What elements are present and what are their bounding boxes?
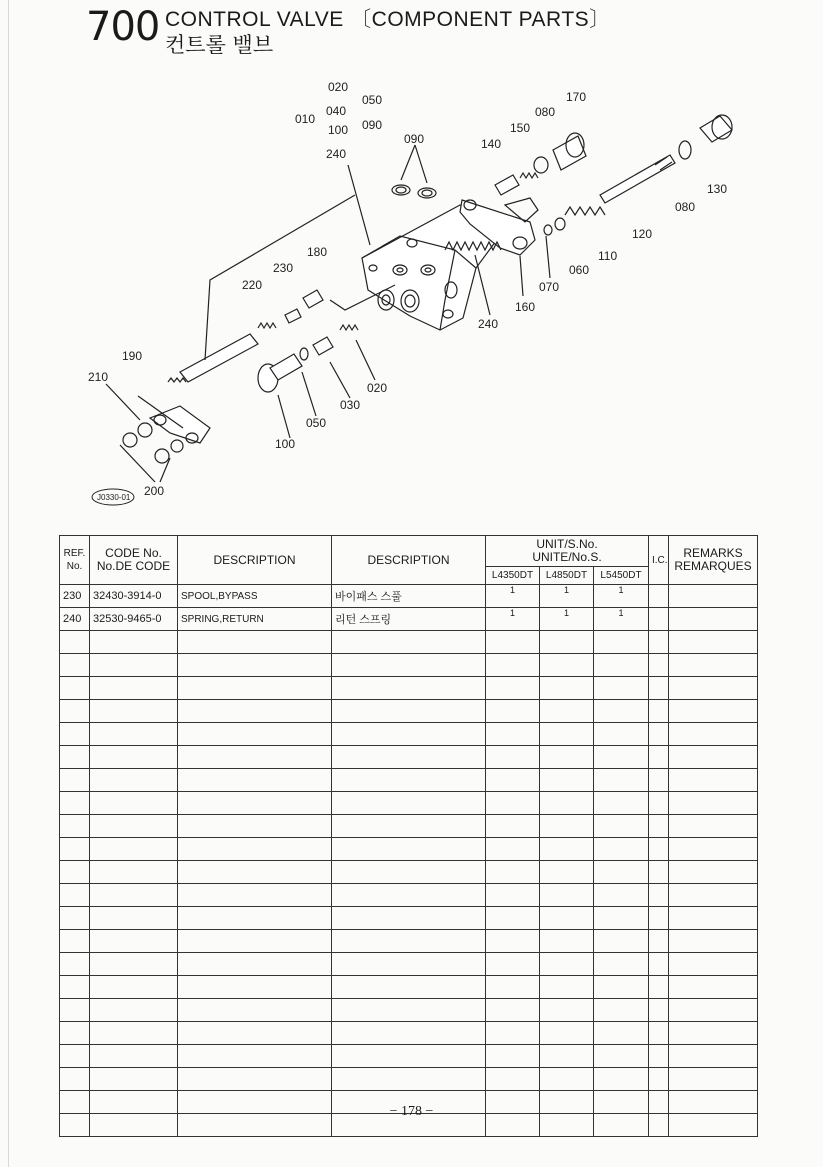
empty-cell [486, 677, 540, 700]
empty-cell [649, 677, 669, 700]
empty-cell [594, 930, 649, 953]
label-090: 090 [404, 132, 425, 146]
label-080-right: 080 [675, 200, 696, 214]
empty-cell [540, 930, 594, 953]
label-120: 120 [632, 227, 653, 241]
label-210: 210 [88, 370, 109, 384]
empty-table-row [60, 884, 758, 907]
empty-cell [486, 746, 540, 769]
empty-cell [649, 930, 669, 953]
qty-l5450dt: 1 [594, 608, 649, 631]
empty-cell [332, 746, 486, 769]
empty-cell [332, 792, 486, 815]
empty-cell [90, 815, 178, 838]
empty-cell [649, 746, 669, 769]
empty-cell [594, 815, 649, 838]
description-kr: 바이패스 스풀 [332, 585, 486, 608]
label-100-lower: 100 [275, 437, 296, 451]
empty-cell [60, 1068, 90, 1091]
empty-cell [540, 1068, 594, 1091]
empty-cell [649, 1045, 669, 1068]
empty-cell [649, 861, 669, 884]
empty-cell [178, 930, 332, 953]
empty-cell [486, 999, 540, 1022]
empty-cell [486, 907, 540, 930]
empty-cell [60, 815, 90, 838]
empty-cell [178, 1045, 332, 1068]
empty-cell [332, 999, 486, 1022]
empty-cell [649, 1068, 669, 1091]
empty-cell [540, 976, 594, 999]
empty-cell [594, 1068, 649, 1091]
empty-cell [649, 769, 669, 792]
col-code [90, 536, 178, 585]
empty-cell [178, 677, 332, 700]
label-060: 060 [569, 263, 590, 277]
empty-cell [60, 700, 90, 723]
empty-cell [60, 746, 90, 769]
empty-cell [594, 838, 649, 861]
empty-cell [90, 654, 178, 677]
empty-cell [594, 723, 649, 746]
ic-cell [649, 585, 669, 608]
page-number: − 178 − [389, 1104, 434, 1119]
empty-cell [669, 907, 758, 930]
empty-cell [594, 700, 649, 723]
col-model-l4350dt: L4350DT [486, 567, 540, 585]
page-title: CONTROL VALVE 〔COMPONENT PARTS〕 [165, 8, 611, 31]
empty-cell [60, 907, 90, 930]
empty-cell [332, 838, 486, 861]
empty-table-row [60, 700, 758, 723]
col-ref: REF. No. [60, 536, 90, 585]
empty-cell [90, 723, 178, 746]
empty-cell [594, 769, 649, 792]
empty-cell [60, 884, 90, 907]
empty-cell [540, 654, 594, 677]
empty-cell [669, 953, 758, 976]
empty-cell [669, 631, 758, 654]
empty-cell [178, 746, 332, 769]
label-080: 080 [535, 105, 556, 119]
empty-cell [649, 976, 669, 999]
empty-cell [486, 1022, 540, 1045]
empty-cell [669, 1022, 758, 1045]
empty-cell [90, 999, 178, 1022]
col-description-en: DESCRIPTION [178, 536, 332, 585]
empty-table-row [60, 861, 758, 884]
empty-cell [332, 953, 486, 976]
empty-cell [669, 838, 758, 861]
empty-cell [178, 769, 332, 792]
empty-cell [90, 907, 178, 930]
empty-cell [486, 815, 540, 838]
empty-cell [90, 976, 178, 999]
empty-cell [60, 792, 90, 815]
empty-cell [60, 861, 90, 884]
empty-cell [649, 815, 669, 838]
empty-cell [669, 815, 758, 838]
empty-cell [90, 1068, 178, 1091]
empty-cell [332, 654, 486, 677]
empty-cell [90, 1022, 178, 1045]
empty-table-row [60, 746, 758, 769]
empty-cell [332, 1068, 486, 1091]
col-remarks-label: REMARKS [683, 546, 743, 560]
empty-table-row [60, 677, 758, 700]
empty-cell [540, 792, 594, 815]
empty-table-row [60, 838, 758, 861]
col-remarks [669, 536, 758, 585]
empty-cell [332, 700, 486, 723]
empty-cell [649, 654, 669, 677]
empty-cell [540, 1022, 594, 1045]
empty-cell [649, 631, 669, 654]
col-unit-label: UNIT/S.No. [536, 537, 598, 551]
label-130: 130 [707, 182, 728, 196]
empty-table-row [60, 723, 758, 746]
empty-cell [90, 838, 178, 861]
empty-cell [178, 999, 332, 1022]
empty-cell [178, 654, 332, 677]
empty-cell [669, 1045, 758, 1068]
label-050-lower: 050 [306, 416, 327, 430]
col-remarks-label-fr: REMARQUES [674, 559, 752, 573]
empty-cell [669, 861, 758, 884]
empty-cell [540, 700, 594, 723]
empty-cell [594, 884, 649, 907]
empty-cell [178, 792, 332, 815]
empty-cell [669, 746, 758, 769]
empty-cell [649, 884, 669, 907]
empty-cell [90, 677, 178, 700]
empty-cell [486, 654, 540, 677]
empty-cell [90, 884, 178, 907]
empty-cell [669, 723, 758, 746]
empty-cell [540, 723, 594, 746]
code-no: 32530-9465-0 [90, 608, 178, 631]
empty-table-row [60, 999, 758, 1022]
empty-cell [486, 1045, 540, 1068]
label-110: 110 [598, 249, 618, 263]
description-en: SPRING,RETURN [178, 608, 332, 631]
empty-cell [332, 769, 486, 792]
empty-table-row [60, 1045, 758, 1068]
empty-cell [90, 769, 178, 792]
empty-cell [540, 907, 594, 930]
empty-cell [332, 631, 486, 654]
empty-cell [60, 1045, 90, 1068]
col-model-l4850dt: L4850DT [540, 567, 594, 585]
empty-cell [669, 700, 758, 723]
empty-cell [178, 700, 332, 723]
empty-cell [60, 631, 90, 654]
empty-cell [486, 884, 540, 907]
empty-cell [332, 861, 486, 884]
empty-cell [486, 769, 540, 792]
qty-l5450dt: 1 [594, 585, 649, 608]
empty-cell [669, 1068, 758, 1091]
empty-cell [60, 677, 90, 700]
empty-cell [60, 1022, 90, 1045]
label-050: 050 [362, 93, 383, 107]
label-220: 220 [242, 278, 263, 292]
diagram-code: J0330-01 [97, 493, 131, 502]
empty-cell [178, 631, 332, 654]
empty-cell [594, 792, 649, 815]
empty-cell [669, 976, 758, 999]
empty-cell [649, 838, 669, 861]
empty-cell [90, 746, 178, 769]
exploded-parts-diagram [0, 0, 823, 520]
qty-l4350dt: 1 [486, 585, 540, 608]
empty-table-row [60, 953, 758, 976]
empty-cell [486, 953, 540, 976]
empty-cell [178, 884, 332, 907]
empty-cell [594, 677, 649, 700]
empty-cell [540, 769, 594, 792]
empty-cell [540, 953, 594, 976]
empty-cell [669, 677, 758, 700]
empty-table-row [60, 930, 758, 953]
label-200: 200 [144, 484, 165, 498]
col-code-label: CODE No. [105, 546, 162, 560]
col-unit [486, 536, 649, 567]
empty-table-row [60, 792, 758, 815]
empty-cell [178, 976, 332, 999]
empty-cell [90, 631, 178, 654]
label-090-top: 090 [362, 118, 383, 132]
empty-table-row [60, 1022, 758, 1045]
empty-cell [594, 1022, 649, 1045]
label-010: 010 [295, 112, 316, 126]
empty-cell [486, 930, 540, 953]
empty-cell [332, 907, 486, 930]
empty-cell [540, 815, 594, 838]
empty-cell [90, 792, 178, 815]
empty-cell [60, 976, 90, 999]
empty-cell [60, 769, 90, 792]
empty-cell [178, 815, 332, 838]
col-ic: I.C. [649, 536, 669, 585]
empty-cell [594, 1045, 649, 1068]
empty-cell [60, 953, 90, 976]
label-190: 190 [122, 349, 143, 363]
empty-cell [540, 677, 594, 700]
empty-cell [178, 723, 332, 746]
label-100: 100 [328, 123, 349, 137]
empty-cell [332, 1045, 486, 1068]
empty-cell [178, 953, 332, 976]
qty-l4350dt: 1 [486, 608, 540, 631]
empty-cell [486, 631, 540, 654]
empty-cell [649, 953, 669, 976]
qty-l4850dt: 1 [540, 608, 594, 631]
empty-cell [649, 907, 669, 930]
empty-table-row [60, 907, 758, 930]
empty-cell [60, 999, 90, 1022]
empty-cell [332, 677, 486, 700]
table-row [60, 608, 758, 631]
empty-cell [649, 999, 669, 1022]
description-en: SPOOL,BYPASS [178, 585, 332, 608]
empty-cell [90, 930, 178, 953]
empty-cell [669, 792, 758, 815]
label-020-lower: 020 [367, 381, 388, 395]
empty-cell [178, 1068, 332, 1091]
label-240-lower: 240 [478, 317, 499, 331]
empty-cell [594, 999, 649, 1022]
label-140: 140 [481, 137, 502, 151]
empty-cell [486, 1068, 540, 1091]
empty-cell [90, 1045, 178, 1068]
empty-table-row [60, 654, 758, 677]
empty-cell [594, 861, 649, 884]
empty-cell [669, 654, 758, 677]
remarks-cell [669, 585, 758, 608]
label-030: 030 [340, 398, 361, 412]
empty-cell [649, 723, 669, 746]
empty-cell [649, 700, 669, 723]
empty-cell [60, 930, 90, 953]
empty-cell [594, 907, 649, 930]
label-150: 150 [510, 121, 531, 135]
empty-cell [332, 723, 486, 746]
empty-cell [540, 861, 594, 884]
table-row [60, 585, 758, 608]
parts-table [59, 535, 758, 1137]
empty-cell [540, 838, 594, 861]
empty-cell [486, 723, 540, 746]
description-kr: 리턴 스프링 [332, 608, 486, 631]
page-subtitle: 컨트롤 밸브 [165, 33, 274, 57]
empty-cell [649, 1022, 669, 1045]
empty-cell [90, 861, 178, 884]
col-description-kr: DESCRIPTION [332, 536, 486, 585]
empty-cell [669, 930, 758, 953]
ref-no: 240 [60, 608, 90, 631]
section-number: 700 [86, 4, 160, 50]
empty-cell [332, 976, 486, 999]
empty-cell [540, 884, 594, 907]
empty-cell [178, 838, 332, 861]
empty-cell [60, 838, 90, 861]
empty-cell [669, 769, 758, 792]
empty-cell [90, 700, 178, 723]
code-no: 32430-3914-0 [90, 585, 178, 608]
remarks-cell [669, 608, 758, 631]
empty-cell [332, 815, 486, 838]
col-unit-label-fr: UNITE/No.S. [532, 550, 602, 564]
label-170: 170 [566, 90, 587, 104]
label-020: 020 [328, 80, 349, 94]
empty-cell [486, 700, 540, 723]
empty-cell [486, 792, 540, 815]
empty-cell [178, 1022, 332, 1045]
empty-cell [90, 953, 178, 976]
empty-cell [649, 792, 669, 815]
empty-cell [594, 654, 649, 677]
empty-table-row [60, 1068, 758, 1091]
empty-cell [594, 953, 649, 976]
col-code-label-fr: No.DE CODE [96, 559, 171, 573]
empty-cell [540, 746, 594, 769]
empty-cell [60, 654, 90, 677]
empty-cell [540, 631, 594, 654]
ref-no: 230 [60, 585, 90, 608]
empty-cell [540, 999, 594, 1022]
empty-cell [332, 930, 486, 953]
empty-cell [486, 838, 540, 861]
empty-cell [594, 746, 649, 769]
empty-table-row [60, 976, 758, 999]
empty-cell [332, 884, 486, 907]
empty-cell [178, 861, 332, 884]
empty-cell [669, 884, 758, 907]
label-070: 070 [539, 280, 560, 294]
empty-table-row [60, 815, 758, 838]
ic-cell [649, 608, 669, 631]
empty-cell [486, 861, 540, 884]
empty-cell [60, 723, 90, 746]
empty-table-row [60, 631, 758, 654]
label-230: 230 [273, 261, 294, 275]
label-180: 180 [307, 245, 328, 259]
empty-cell [594, 976, 649, 999]
empty-cell [669, 999, 758, 1022]
label-040: 040 [326, 104, 347, 118]
empty-cell [594, 631, 649, 654]
empty-cell [486, 976, 540, 999]
col-model-l5450dt: L5450DT [594, 567, 649, 585]
empty-table-row [60, 769, 758, 792]
empty-cell [540, 1045, 594, 1068]
empty-cell [178, 907, 332, 930]
empty-cell [332, 1022, 486, 1045]
qty-l4850dt: 1 [540, 585, 594, 608]
label-160: 160 [515, 300, 536, 314]
label-240: 240 [326, 147, 347, 161]
